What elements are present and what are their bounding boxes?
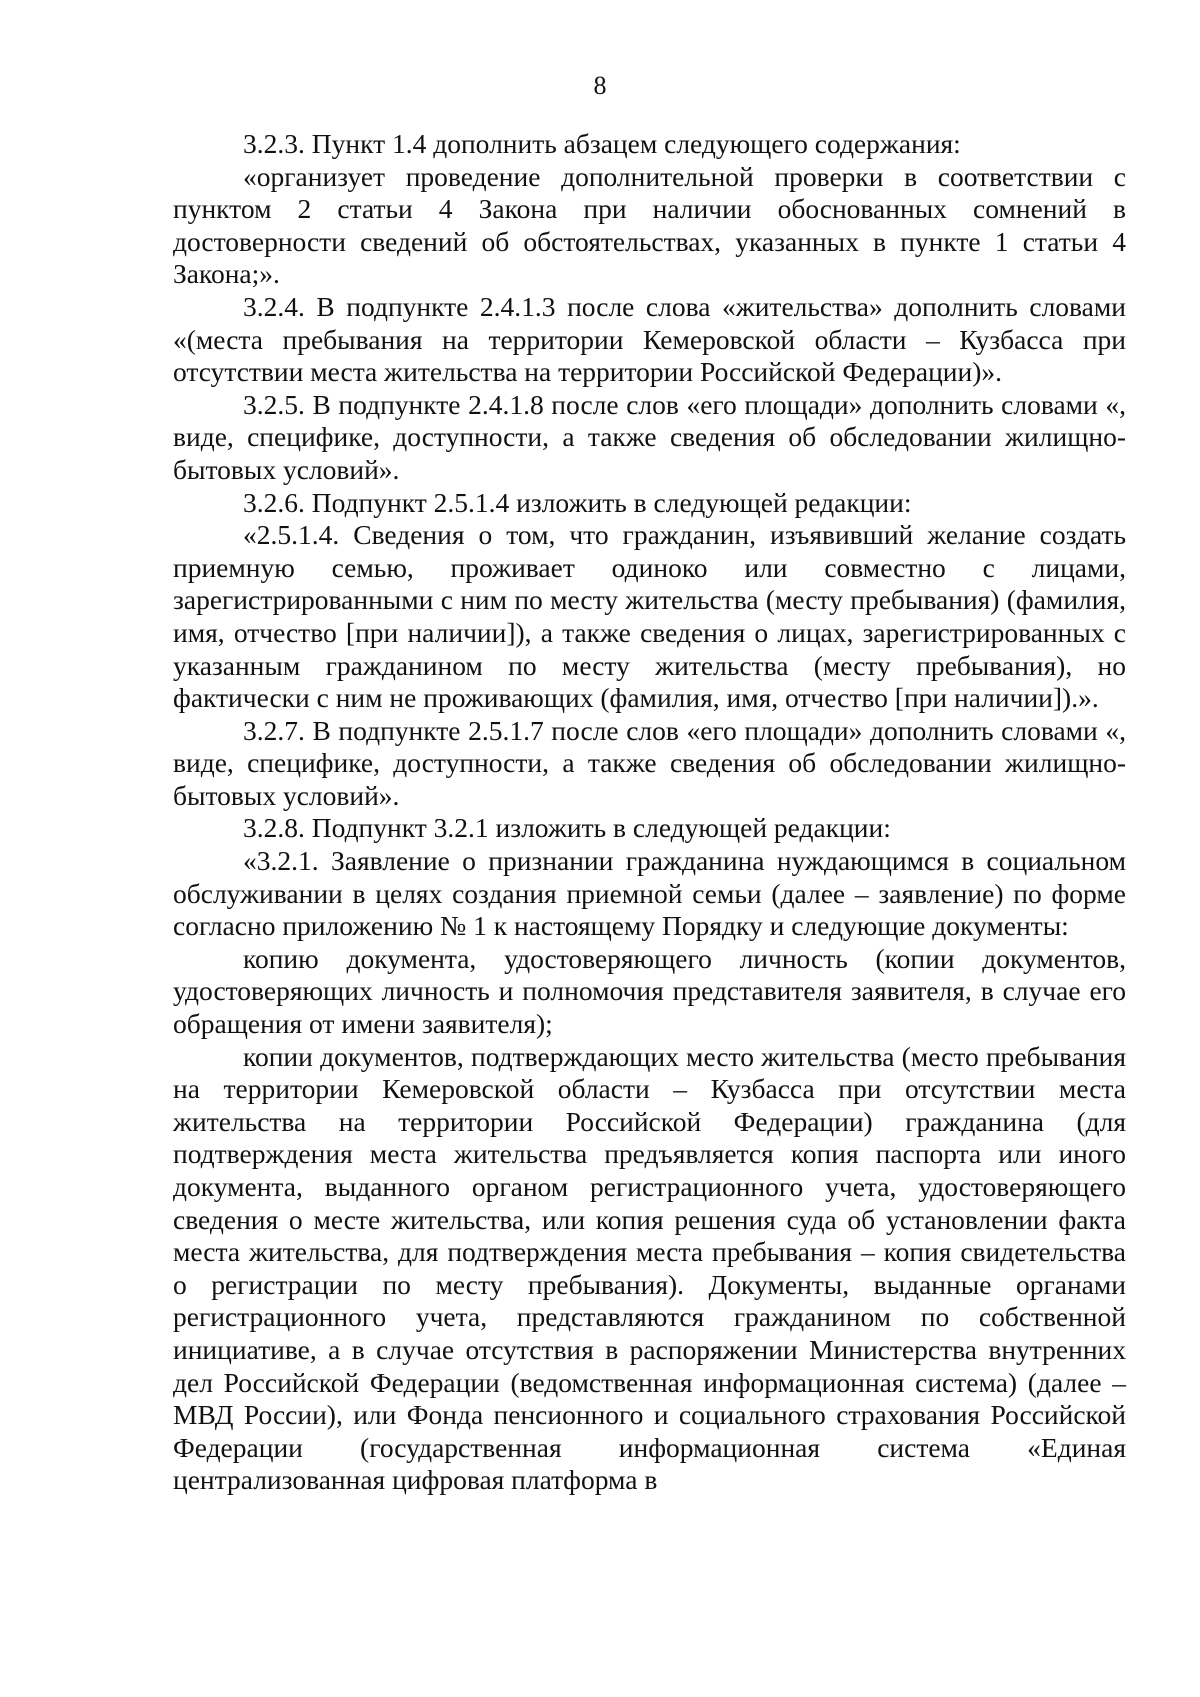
paragraph-3-2-8: 3.2.8. Подпункт 3.2.1 изложить в следующей редакции: bbox=[243, 812, 891, 844]
document-body bbox=[173, 128, 1126, 1497]
paragraph-3-2-7: 3.2.7. В подпункте 2.5.1.7 после слов «его площади» дополнить словами «, виде, специфике, доступности, а также сведения об обследовании жилищно-бытовых условий». bbox=[173, 714, 1126, 811]
paragraph-3-2-4: 3.2.4. В подпункте 2.4.1.3 после слова «жительства» дополнить словами «(места пребывания на территории Кемеровской области – Кузбасса при отсутствии места жительства на территории Российской Федерации)». bbox=[173, 290, 1126, 388]
paragraph-identity-document: копию документа, удостоверяющего личность (копии документов, удостоверяющих личность и полномочия представителя заявителя, в случае его обращения от имени заявителя); bbox=[173, 942, 1126, 1040]
paragraph-residence-documents: копии документов, подтверждающих место жительства (место пребывания на территории Кемеровской области – Кузбасса при отсутствии места жительства на территории Российской Федерации) гражданина (для подтверждения места жительства предъявляется копия паспорта или иного документа, выданного органом регистрационного учета, удостоверяющего сведения о месте жительства, или копия решения суда об установлении факта места жительства, для подтверждения места пребывания – копия свидетельства о регистрации по месту пребывания). Документы, выданные органами регистрационного учета, представляются гражданином по собственной инициативе, а в случае отсутствия в распоряжении Министерства внутренних дел Российской Федерации (ведомственная информационная система) (далее – МВД России), или Фонда пенсионного и социального страхования Российской Федерации (государственная информационная система «Единая централизованная цифровая платформа в bbox=[173, 1040, 1126, 1496]
page-number: 8 bbox=[593, 71, 607, 100]
paragraph-3-2-6: 3.2.6. Подпункт 2.5.1.4 изложить в следующей редакции: bbox=[243, 486, 912, 518]
paragraph-2-5-1-4-text: «2.5.1.4. Сведения о том, что гражданин, изъявивший желание создать приемную семью, проживает одиноко или совместно с лицами, зарегистрированными с ним по месту жительства (месту пребывания) (фамилия, имя, отчество [при наличии]), а также сведения о лицах, зарегистрированных с указанным гражданином по месту жительства (месту пребывания), но фактически с ним не проживающих (фамилия, имя, отчество [при наличии]).». bbox=[173, 519, 1126, 714]
paragraph-3-2-3-text: «организует проведение дополнительной проверки в соответствии с пунктом 2 статьи 4 Закона при наличии обоснованных сомнений в достоверности сведений об обстоятельствах, указанных в пункте 1 статьи 4 Закона;». bbox=[173, 160, 1126, 290]
paragraph-3-2-3: 3.2.3. Пункт 1.4 дополнить абзацем следующего содержания: bbox=[243, 128, 961, 159]
paragraph-3-2-1-text: «3.2.1. Заявление о признании гражданина нуждающимся в социальном обслуживании в целях создания приемной семьи (далее – заявление) по форме согласно приложению № 1 к настоящему Порядку и следующие документы: bbox=[173, 845, 1126, 942]
paragraph-3-2-5: 3.2.5. В подпункте 2.4.1.8 после слов «его площади» дополнить словами «, виде, специфике, доступности, а также сведения об обследовании жилищно-бытовых условий». bbox=[173, 388, 1126, 485]
